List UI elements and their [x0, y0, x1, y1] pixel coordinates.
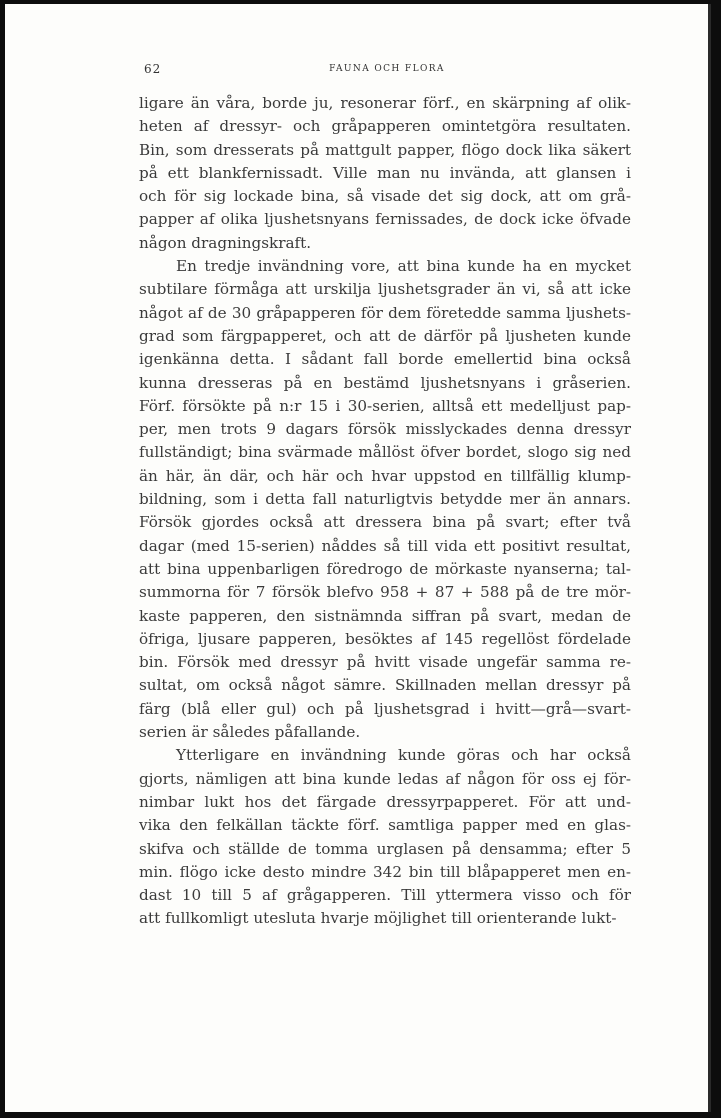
text-line: gjorts, nämligen att bina kunde ledas af någon för oss ej för- — [139, 769, 631, 788]
text-line: Bin, som dresserats på mattgult papper, flögo dock lika säkert — [139, 140, 631, 159]
text-line: papper af olika ljushetsnyans fernissades, de dock icke öfvade — [139, 210, 631, 229]
text-line: min. flögo icke desto mindre 342 bin till blåpapperet men en- — [139, 862, 631, 881]
text-line: vika den felkällan täckte förf. samtliga papper med en glas- — [139, 816, 631, 835]
text-line: igenkänna detta. I sådant fall borde emellertid bina också — [139, 350, 631, 369]
text-line: grad som färgpapperet, och att de därför på ljusheten kunde — [139, 326, 631, 345]
text-line: på ett blankfernissadt. Ville man nu invända, att glansen i — [139, 163, 631, 182]
text-line: öfriga, ljusare papperen, besöktes af 145 regellöst fördelade — [139, 629, 631, 648]
page-number: 62 — [144, 62, 162, 76]
page-header — [144, 62, 630, 80]
text-line: att bina uppenbarligen föredrogo de mörkaste nyanserna; tal- — [139, 559, 631, 578]
book-page — [5, 4, 711, 1112]
text-line: Förf. försökte på n:r 15 i 30-serien, alltså ett medelljust pap- — [139, 396, 631, 415]
text-line: summorna för 7 försök blefvo 958 + 87 + 588 på de tre mör- — [139, 583, 631, 602]
text-line: Ytterligare en invändning kunde göras och har också — [176, 746, 631, 765]
text-line: nimbar lukt hos det färgade dressyrpapperet. För att und- — [139, 792, 631, 811]
body-text — [139, 92, 631, 931]
text-line: En tredje invändning vore, att bina kunde ha en mycket — [176, 257, 631, 276]
paragraph — [139, 255, 631, 744]
text-line: färg (blå eller gul) och på ljushetsgrad i hvitt—grå—svart- — [139, 699, 631, 718]
text-line: något af de 30 gråpapperen för dem företedde samma ljushets- — [139, 303, 631, 322]
text-line: kunna dresseras på en bestämd ljushetsnyans i gråserien. — [139, 373, 631, 392]
paragraph — [139, 92, 631, 255]
text-line: serien är således påfallande. — [139, 723, 361, 742]
text-line: dagar (med 15-serien) nåddes så till vida ett positivt resultat, — [139, 536, 631, 555]
text-line: dast 10 till 5 af grågapperen. Till yttermera visso och för — [139, 886, 631, 905]
text-line: bildning, som i detta fall naturligtvis betydde mer än annars. — [139, 490, 631, 509]
text-line: heten af dressyr- och gråpapperen omintetgöra resultaten. — [139, 117, 631, 136]
text-line: än här, än där, och här och hvar uppstod en tillfällig klump- — [139, 466, 631, 485]
text-line: kaste papperen, den sistnämnda siffran på svart, medan de — [139, 606, 631, 625]
text-line: Försök gjordes också att dressera bina på svart; efter två — [139, 513, 631, 532]
text-line: per, men trots 9 dagars försök misslyckades denna dressyr — [139, 420, 631, 439]
paragraph — [139, 744, 631, 930]
text-line: sultat, om också något sämre. Skillnaden mellan dressyr på — [139, 676, 631, 695]
text-line: skifva och ställde de tomma urglasen på densamma; efter 5 — [139, 839, 631, 858]
text-line: någon dragningskraft. — [139, 233, 312, 252]
text-line: fullständigt; bina svärmade mållöst öfver bordet, slogo sig ned — [139, 443, 631, 462]
text-line: att fullkomligt utesluta hvarje möjlighet till orienterande lukt- — [139, 909, 617, 928]
text-line: och för sig lockade bina, så visade det sig dock, att om grå- — [139, 187, 631, 206]
text-line: subtilare förmåga att urskilja ljushetsgrader än vi, så att icke — [139, 280, 631, 299]
text-line: bin. Försök med dressyr på hvitt visade ungefär samma re- — [139, 653, 631, 672]
running-head: FAUNA OCH FLORA — [329, 64, 445, 74]
text-line: ligare än våra, borde ju, resonerar förf., en skärpning af olik- — [139, 94, 631, 112]
